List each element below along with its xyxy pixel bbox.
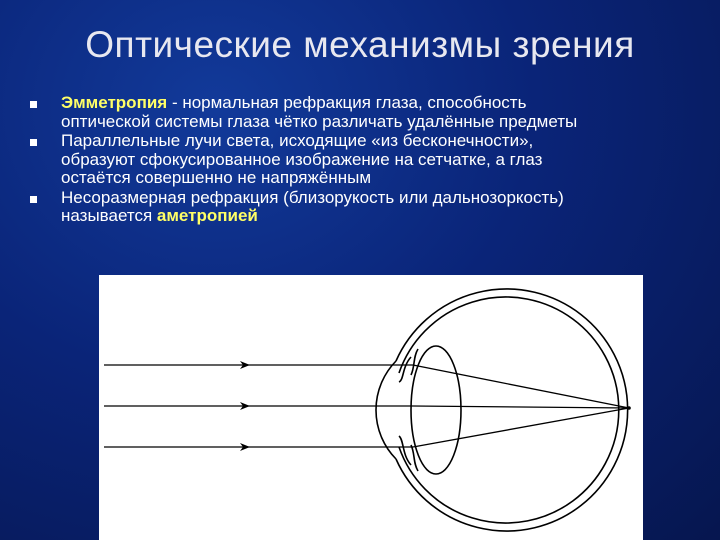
bullet-list bbox=[30, 94, 690, 227]
bullet-1-line-1: - нормальная рефракция глаза, способность bbox=[167, 93, 527, 112]
bullet-1-line-2: оптической системы глаза чётко различать удалённые предметы bbox=[61, 111, 578, 131]
bullet-2-line-1: Параллельные лучи света, исходящие «из бесконечности», bbox=[61, 131, 534, 150]
refracted-ray-lower bbox=[413, 408, 629, 447]
focal-point bbox=[627, 406, 631, 410]
term-ametropia: аметропией bbox=[156, 206, 258, 225]
term-emmetropia: Эмметропия bbox=[61, 93, 168, 112]
eye-diagram bbox=[99, 275, 643, 540]
slide-title: Оптические механизмы зрения bbox=[85, 24, 635, 65]
bullet-square-icon bbox=[30, 196, 37, 203]
bullet-emmetropia bbox=[30, 94, 690, 131]
refracted-ray-middle bbox=[413, 406, 629, 408]
lens bbox=[411, 346, 461, 474]
refracted-ray-upper bbox=[413, 365, 629, 408]
retina-inner bbox=[399, 297, 619, 523]
bullet-2-line-2: образуют сфокусированное изображение на сетчатке, а глаз bbox=[61, 149, 543, 169]
bullet-parallel-rays bbox=[30, 132, 690, 188]
bullet-square-icon bbox=[30, 101, 37, 108]
bullet-ametropia bbox=[30, 189, 690, 226]
bullet-2-line-3: остаётся совершенно не напряжённым bbox=[61, 168, 372, 187]
eye-diagram-svg bbox=[99, 275, 643, 540]
bullet-3-line-2: называется bbox=[61, 206, 157, 225]
bullet-3-line-1: Несоразмерная рефракция (близорукость или дальнозоркость) bbox=[61, 187, 564, 207]
bullet-square-icon bbox=[30, 139, 37, 146]
cornea bbox=[376, 361, 396, 459]
